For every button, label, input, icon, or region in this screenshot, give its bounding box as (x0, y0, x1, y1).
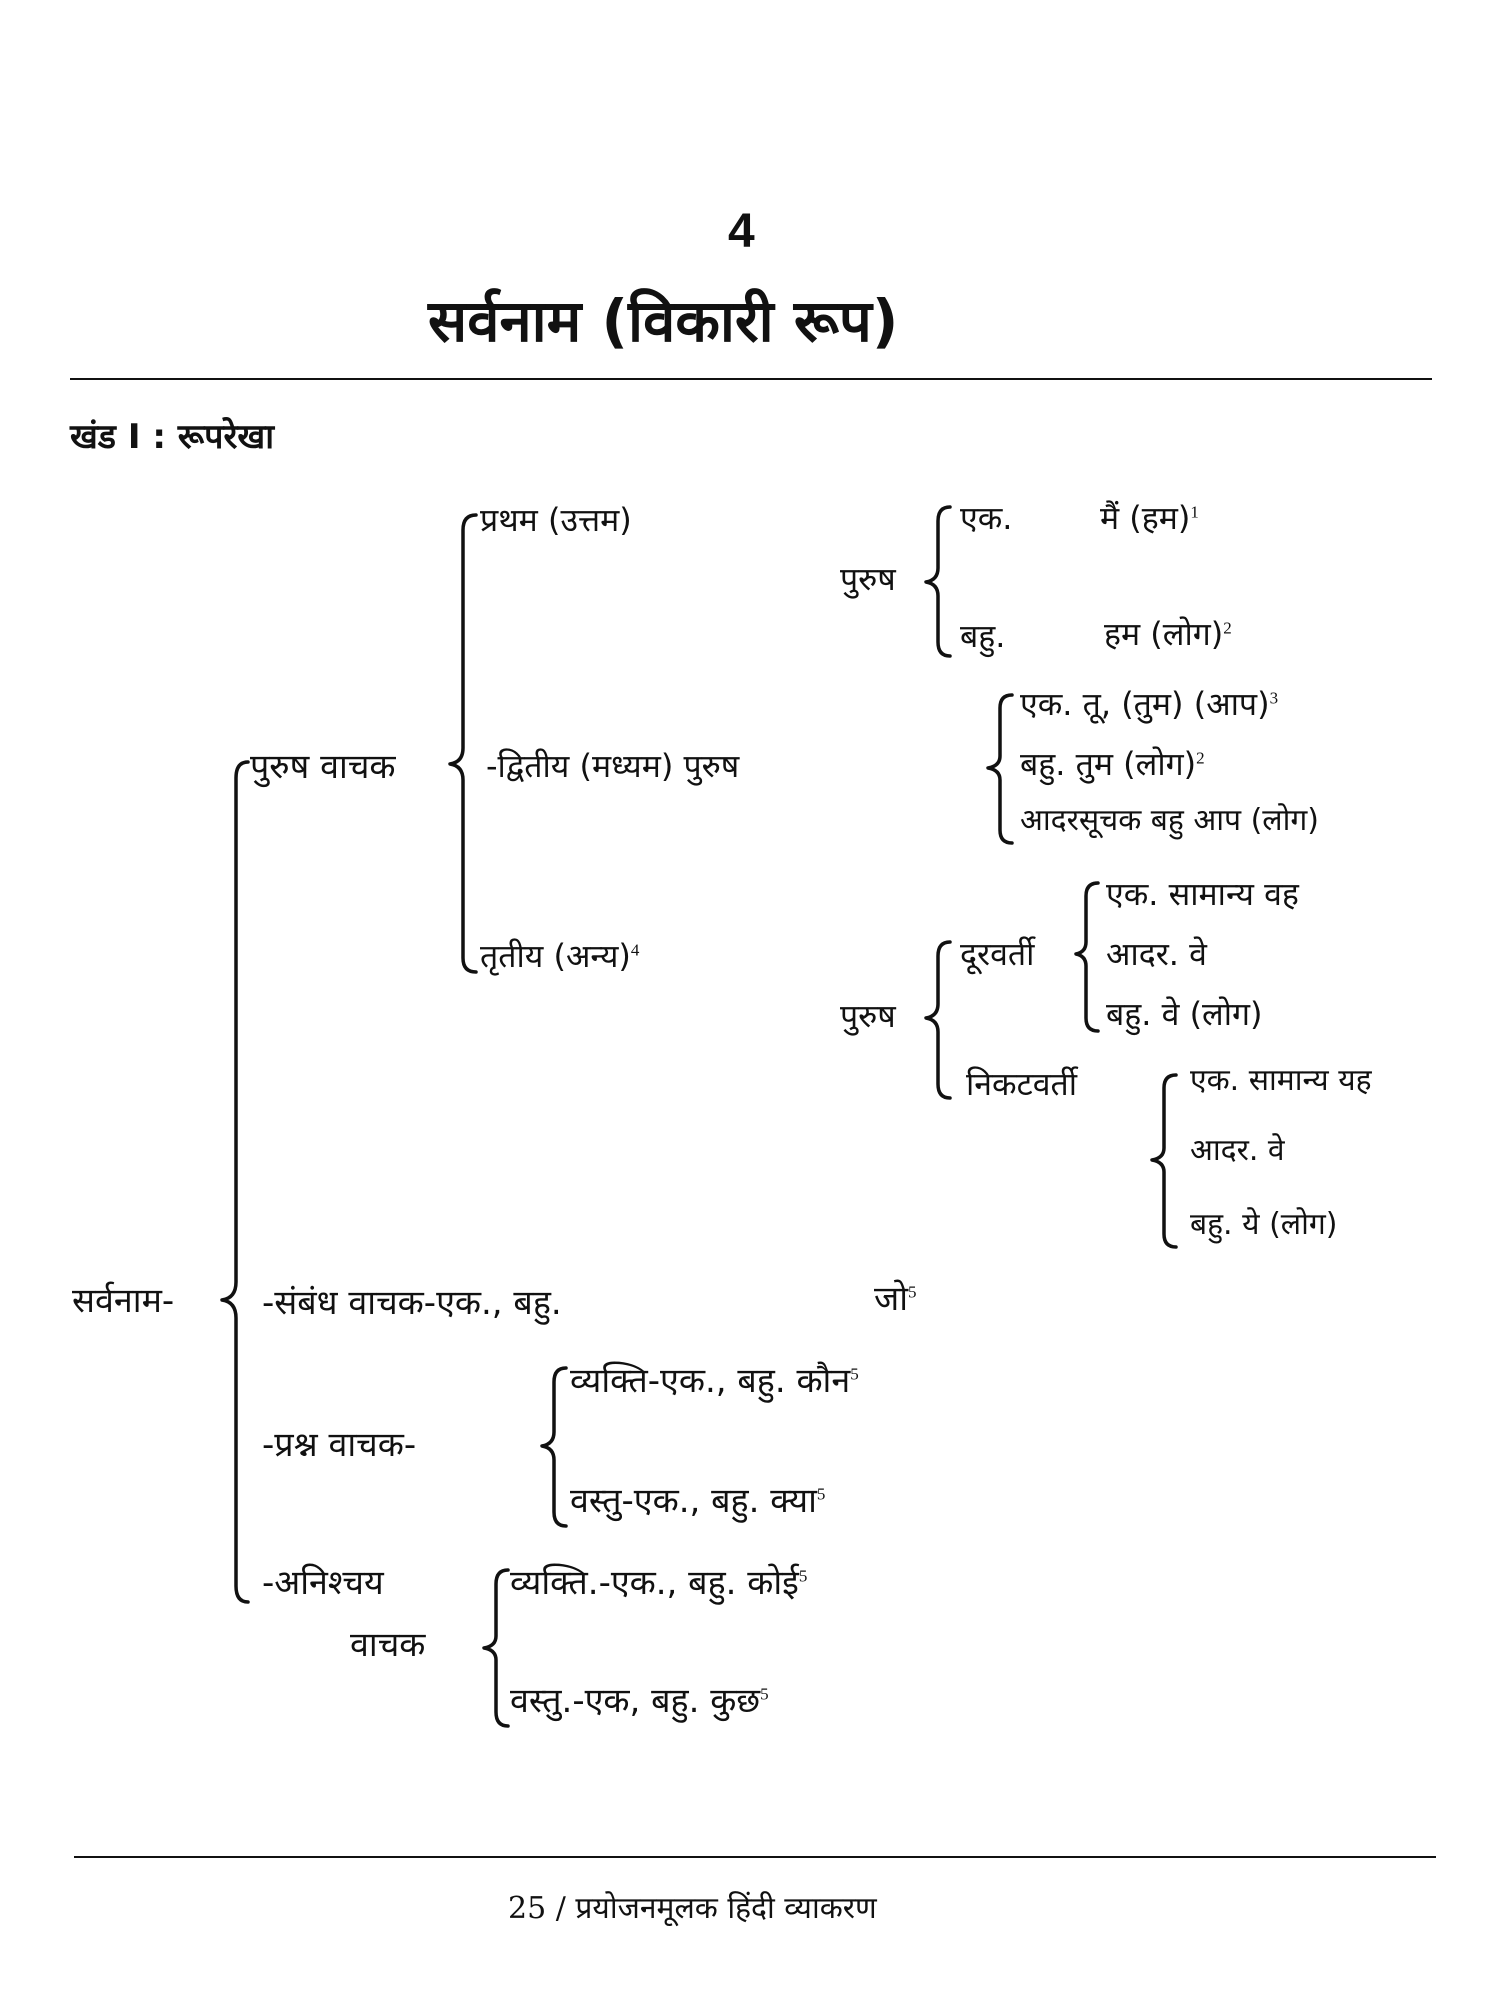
tritiya-purush-brace (926, 942, 950, 1098)
dvitiya-label: -द्वितीय (मध्यम) पुरुष (486, 747, 740, 785)
nikatvarti-bahu: बहु. ये (लोग) (1190, 1207, 1338, 1242)
chapter-number: 4 (728, 205, 755, 258)
anishchay-vastu: वस्तु.-एक, बहु. कुछ$^5$ (510, 1681, 769, 1721)
footnote-ref: 5 (850, 1364, 859, 1384)
pratham-label: प्रथम (उत्तम) (480, 501, 632, 539)
footnote-ref: 2 (1223, 618, 1232, 638)
tritiya-label: तृतीय (अन्य)$^4$ (480, 937, 640, 975)
nikatvarti-ek: एक. सामान्य यह (1190, 1063, 1372, 1098)
pratham-purush-label: पुरुष (840, 560, 896, 598)
pratham-bahu-value: हम (लोग)$^2$ (1104, 615, 1232, 653)
footnote-ref: 2 (1196, 748, 1205, 768)
prashn-vyakti: व्यक्ति-एक., बहु. कौन$^5$ (570, 1361, 859, 1401)
pratham-ek-value: मैं (हम)$^1$ (1100, 499, 1199, 537)
footnote-ref: 1 (1190, 502, 1199, 522)
footnote-ref: 4 (630, 940, 640, 960)
purush-vachak-brace (450, 515, 476, 972)
prashn-vastu: वस्तु-एक., बहु. क्या$^5$ (570, 1481, 826, 1521)
dvitiya-adar: आदरसूचक बहु आप (लोग) (1020, 803, 1320, 838)
footnote-ref: 5 (908, 1282, 917, 1302)
anishchay-label-1: -अनिश्चय (262, 1563, 384, 1603)
durvarti-bahu: बहु. वे (लोग) (1106, 995, 1263, 1033)
nikatvarti-label: निकटवर्ती (966, 1065, 1078, 1103)
anishchay-label-2: वाचक (350, 1625, 426, 1665)
footnote-ref: 5 (760, 1684, 769, 1704)
pratham-ek-label: एक. (960, 499, 1013, 537)
footer-text: 25 / प्रयोजनमूलक हिंदी व्याकरण (508, 1891, 877, 1926)
durvarti-label: दूरवर्ती (960, 935, 1035, 973)
sambandh-label: -संबंध वाचक-एक., बहु. (262, 1283, 562, 1323)
dvitiya-ek: एक. तू, (तुम) (आप)$^3$ (1020, 685, 1279, 723)
durvarti-adar: आदर. वे (1106, 935, 1207, 973)
prashn-label: -प्रश्न वाचक- (262, 1425, 417, 1465)
durvarti-brace (1076, 883, 1098, 1031)
durvarti-ek: एक. सामान्य वह (1106, 875, 1299, 913)
sambandh-value: जो$^5$ (874, 1279, 917, 1319)
prashn-brace (542, 1368, 566, 1526)
purush-vachak-label: पुरुष वाचक (250, 747, 396, 787)
pratham-bahu-label: बहु. (960, 617, 1006, 655)
footnote-ref: 3 (1269, 688, 1279, 708)
chapter-title: सर्वनाम (विकारी रूप) (428, 287, 899, 355)
dvitiya-brace (988, 695, 1012, 843)
root-label: सर्वनाम- (72, 1281, 175, 1321)
anishchay-vyakti: व्यक्ति.-एक., बहु. कोई$^5$ (510, 1563, 808, 1603)
nikatvarti-brace (1152, 1075, 1176, 1247)
footer-rule (74, 1856, 1436, 1858)
anishchay-brace (484, 1570, 508, 1726)
nikatvarti-adar: आदर. वे (1190, 1133, 1285, 1168)
root-brace (222, 762, 248, 1602)
section-heading: खंड I : रूपरेखा (70, 417, 275, 457)
pratham-brace (926, 507, 950, 656)
tritiya-purush-label: पुरुष (840, 997, 896, 1035)
footnote-ref: 5 (798, 1566, 808, 1586)
dvitiya-bahu: बहु. तुम (लोग)$^2$ (1020, 745, 1205, 783)
footnote-ref: 5 (816, 1484, 826, 1504)
